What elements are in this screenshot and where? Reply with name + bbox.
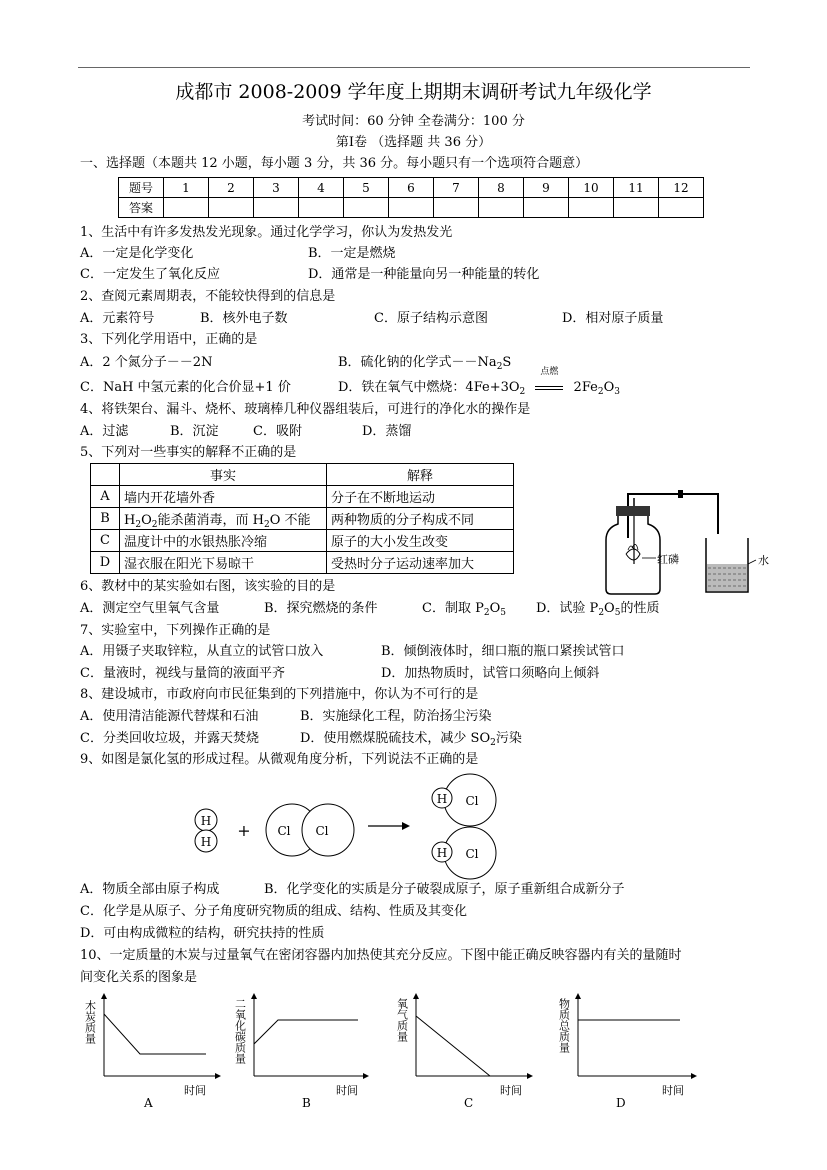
q1-stem: 1、生活中有许多发热发光现象。通过化学学习，你认为发热发光 xyxy=(80,225,453,240)
answer-row xyxy=(119,198,704,218)
option-letter: D xyxy=(91,552,120,574)
x-axis-label: 时间 xyxy=(336,1084,358,1097)
option-letter: C xyxy=(91,530,120,552)
q4-stem: 4、将铁架台、漏斗、烧杯、玻璃棒几种仪器组装后，可进行的净化水的操作是 xyxy=(80,402,531,417)
q2-option-b[interactable]: B．核外电子数 xyxy=(200,311,288,326)
y-axis-label: 木炭质量 xyxy=(83,1000,97,1044)
q10-graphs xyxy=(80,990,730,1115)
row-label: 题号 xyxy=(119,178,164,198)
y-axis-label: 物质总质量 xyxy=(557,998,571,1053)
q2-option-a[interactable]: A．元素符号 xyxy=(80,311,155,326)
svg-text:Cl: Cl xyxy=(277,824,291,838)
explanation-cell: 两种物质的分子构成不同 xyxy=(327,508,514,530)
question-number: 3 xyxy=(254,178,299,198)
explanation-cell: 受热时分子运动速率加大 xyxy=(327,552,514,574)
table-row[interactable] xyxy=(91,508,514,530)
answer-cell[interactable] xyxy=(659,198,704,218)
answer-cell[interactable] xyxy=(569,198,614,218)
x-axis-label: 时间 xyxy=(500,1084,522,1097)
gas-bottle xyxy=(606,516,660,594)
q6-option-d[interactable]: D．试验 $P_2O_5$的性质 xyxy=(536,601,660,618)
q2-option-c[interactable]: C．原子结构示意图 xyxy=(374,311,488,326)
hydrogen-chloride-molecule xyxy=(432,774,496,826)
q7-option-c[interactable]: C．量液时，视线与量筒的液面平齐 xyxy=(80,666,285,681)
graph-c[interactable] xyxy=(396,994,533,1110)
question-number: 6 xyxy=(389,178,434,198)
water-label: 水 xyxy=(758,554,769,567)
page-title: 成都市 2008-2009 学年度上期期末调研考试九年级化学 xyxy=(175,81,652,103)
phosphorus-apparatus-figure xyxy=(598,484,778,600)
hydrogen-chloride-molecule xyxy=(432,827,496,879)
answer-cell[interactable] xyxy=(479,198,524,218)
col-header-explanation: 解释 xyxy=(327,464,514,486)
x-axis-label: 时间 xyxy=(662,1084,684,1097)
q4-option-a[interactable]: A．过滤 xyxy=(80,424,129,439)
q8-option-c[interactable]: C．分类回收垃圾，并露天焚烧 xyxy=(80,731,259,746)
q5-stem: 5、下列对一些事实的解释不正确的是 xyxy=(80,445,297,460)
plus-sign: + xyxy=(237,821,251,840)
option-label: B xyxy=(302,1096,311,1110)
y-axis-label: 氧气质量 xyxy=(395,998,409,1042)
part-heading: 第Ⅰ卷 （选择题 共 36 分） xyxy=(335,135,492,150)
answer-cell[interactable] xyxy=(254,198,299,218)
col-header-fact: 事实 xyxy=(120,464,327,486)
q10-stem-line1: 10、一定质量的木炭与过量氧气在密闭容器内加热使其充分反应。下图中能正确反映容器内有关的量随时 xyxy=(80,948,682,963)
header-rule xyxy=(78,67,750,68)
question-number: 5 xyxy=(344,178,389,198)
table-row[interactable] xyxy=(91,486,514,508)
reaction-condition: 点燃 xyxy=(540,367,559,377)
hydrogen-molecule xyxy=(195,809,217,852)
explanation-cell: 分子在不断地运动 xyxy=(327,486,514,508)
table-row[interactable] xyxy=(91,530,514,552)
curve-c xyxy=(416,1016,490,1076)
question-number: 8 xyxy=(479,178,524,198)
q8-option-d[interactable]: D．使用燃煤脱硫技术，减少 $SO_2$污染 xyxy=(300,731,522,748)
svg-text:H: H xyxy=(436,792,448,806)
q6-option-a[interactable]: A．测定空气里氧气含量 xyxy=(80,601,220,616)
answer-cell[interactable] xyxy=(299,198,344,218)
svg-text:Cl: Cl xyxy=(465,794,479,808)
svg-text:H: H xyxy=(200,835,212,849)
y-axis-label: 二氧化碳质量 xyxy=(233,998,247,1064)
fact-cell: 墙内开花墙外香 xyxy=(120,486,327,508)
q9-stem: 9、如图是氯化氢的形成过程。从微观角度分析，下列说法不正确的是 xyxy=(80,752,479,767)
table-row[interactable] xyxy=(91,552,514,574)
option-letter: A xyxy=(91,486,120,508)
q6-stem: 6、教材中的某实验如右图，该实验的目的是 xyxy=(80,579,336,594)
q1-option-c[interactable]: C．一定发生了氧化反应 xyxy=(80,267,220,282)
fact-cell: $H_2O_2$能杀菌消毒，而 $H_2O$ 不能 xyxy=(120,508,327,530)
question-number: 10 xyxy=(569,178,614,198)
q9-option-b[interactable]: B．化学变化的实质是分子破裂成原子，原子重新组合成新分子 xyxy=(264,882,625,897)
option-label: D xyxy=(616,1096,626,1110)
svg-text:Cl: Cl xyxy=(315,824,329,838)
q9-option-d[interactable]: D．可由构成微粒的结构，研究扶持的性质 xyxy=(80,926,325,941)
equals-sign xyxy=(535,386,563,390)
q9-option-c[interactable]: C．化学是从原子、分子角度研究物质的组成、结构、性质及其变化 xyxy=(80,904,467,919)
q3-option-c[interactable]: C．NaH 中氢元素的化合价显+1 价 xyxy=(80,380,291,395)
fact-cell: 温度计中的水银热胀冷缩 xyxy=(120,530,327,552)
answer-cell[interactable] xyxy=(164,198,209,218)
answer-cell[interactable] xyxy=(524,198,569,218)
curve-b xyxy=(254,1020,358,1044)
q3-option-a[interactable]: A．2 个氮分子－－2N xyxy=(80,355,213,370)
curve-a xyxy=(104,1014,206,1054)
question-number: 9 xyxy=(524,178,569,198)
graph-b[interactable] xyxy=(234,994,369,1110)
question-number: 4 xyxy=(299,178,344,198)
red-phosphorus-label: 红磷 xyxy=(657,553,679,566)
q6-option-c[interactable]: C．制取 $P_2O_5$ xyxy=(422,601,506,618)
graph-d[interactable] xyxy=(558,994,697,1110)
q8-option-b[interactable]: B．实施绿化工程，防治扬尘污染 xyxy=(300,709,492,724)
q7-option-a[interactable]: A．用镊子夹取锌粒，从直立的试管口放入 xyxy=(80,644,324,659)
fact-cell: 湿衣服在阳光下易晾干 xyxy=(120,552,327,574)
q2-stem: 2、查阅元素周期表，不能较快得到的信息是 xyxy=(80,289,336,304)
q1-option-d[interactable]: D．通常是一种能量向另一种能量的转化 xyxy=(308,267,540,282)
q8-option-a[interactable]: A．使用清洁能源代替煤和石油 xyxy=(80,709,259,724)
q7-option-d[interactable]: D．加热物质时，试管口须略向上倾斜 xyxy=(381,666,600,681)
q3-stem: 3、下列化学用语中，正确的是 xyxy=(80,332,258,347)
q1-option-a[interactable]: A．一定是化学变化 xyxy=(80,246,194,261)
q7-option-b[interactable]: B．倾倒液体时，细口瓶的瓶口紧挨试管口 xyxy=(381,644,625,659)
chlorine-molecule xyxy=(266,804,354,856)
svg-text:Cl: Cl xyxy=(465,847,479,861)
answer-cell[interactable] xyxy=(389,198,434,218)
answer-table xyxy=(118,177,704,218)
svg-text:H: H xyxy=(436,846,448,860)
stopper xyxy=(616,506,650,516)
answer-cell[interactable] xyxy=(344,198,389,218)
option-label: A xyxy=(144,1096,153,1110)
answer-cell[interactable] xyxy=(209,198,254,218)
q4-option-b[interactable]: B．沉淀 xyxy=(170,424,219,439)
option-label: C xyxy=(464,1096,474,1110)
x-axis-label: 时间 xyxy=(184,1084,206,1097)
question-number: 11 xyxy=(614,178,659,198)
q4-option-c[interactable]: C．吸附 xyxy=(253,424,302,439)
answer-cell[interactable] xyxy=(434,198,479,218)
question-number: 7 xyxy=(434,178,479,198)
exam-info: 考试时间：60 分钟 全卷满分：100 分 xyxy=(302,114,525,129)
q9-option-a[interactable]: A．物质全部由原子构成 xyxy=(80,882,220,897)
graph-a[interactable] xyxy=(84,994,221,1110)
q1-option-b[interactable]: B．一定是燃烧 xyxy=(308,246,396,261)
section-heading: 一、选择题（本题共 12 小题，每小题 3 分，共 36 分。每小题只有一个选项符合题意） xyxy=(80,156,589,171)
question-number: 12 xyxy=(659,178,704,198)
q10-stem-line2: 间变化关系的图象是 xyxy=(80,970,198,985)
question-number-row xyxy=(119,178,704,198)
hcl-formation-diagram xyxy=(180,768,520,880)
q3-option-d[interactable]: D．铁在氧气中燃烧：$4Fe+3O_2$ 点燃 $2Fe_2O_3$ xyxy=(338,367,620,397)
q4-option-d[interactable]: D．蒸馏 xyxy=(362,424,412,439)
q6-option-b[interactable]: B．探究燃烧的条件 xyxy=(264,601,378,616)
question-number: 2 xyxy=(209,178,254,198)
facts-table xyxy=(90,463,514,574)
option-letter: B xyxy=(91,508,120,530)
svg-text:H: H xyxy=(200,814,212,828)
q8-stem: 8、建设城市，市政府向市民征集到的下列措施中，你认为不可行的是 xyxy=(80,687,479,702)
q3-option-b[interactable]: B．硫化钠的化学式$--Na_2S$ xyxy=(338,355,512,372)
row-label: 答案 xyxy=(119,198,164,218)
q2-option-d[interactable]: D．相对原子质量 xyxy=(562,311,664,326)
explanation-cell: 原子的大小发生改变 xyxy=(327,530,514,552)
question-number: 1 xyxy=(164,178,209,198)
answer-cell[interactable] xyxy=(614,198,659,218)
q7-stem: 7、实验室中，下列操作正确的是 xyxy=(80,623,271,638)
